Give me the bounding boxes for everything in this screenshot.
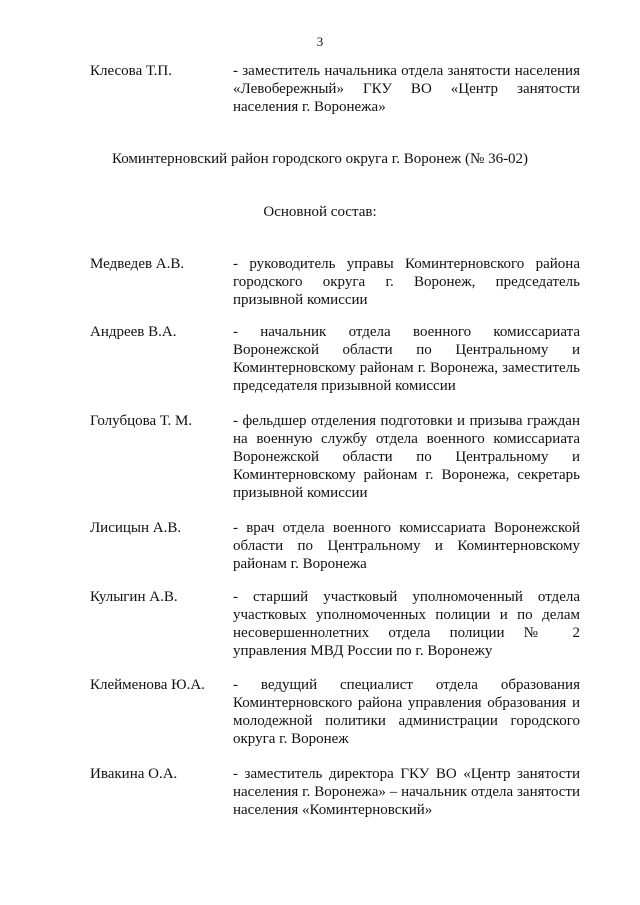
- page-number: 3: [316, 34, 324, 49]
- member-role: - ведущий специалист отдела образования Коминтерновского района управления образования и молодежной политики администрации городского округа г. Воронеж: [233, 677, 580, 747]
- member-role: - начальник отдела военного комиссариата Воронежской области по Центральному и Коминтерновскому районам г. Воронежа, заместитель председателя призывной комиссии: [233, 324, 580, 394]
- member-role: - заместитель начальника отдела занятости населения «Левобережный» ГКУ ВО «Центр занятости населения г. Воронежа»: [233, 63, 580, 115]
- member-name: Кулыгин А.В.: [90, 589, 178, 605]
- section-heading: Основной состав:: [263, 204, 377, 220]
- member-role: - заместитель директора ГКУ ВО «Центр занятости населения г. Воронежа» – начальник отдела занятости населения «Коминтерновский»: [233, 766, 580, 818]
- district-heading: Коминтерновский район городского округа г. Воронеж (№ 36-02): [111, 151, 529, 167]
- member-name: Медведев А.В.: [90, 256, 185, 272]
- member-name: Клейменова Ю.А.: [90, 677, 205, 693]
- member-name: Клесова Т.П.: [90, 63, 172, 79]
- member-role: - руководитель управы Коминтерновского района городского округа г. Воронеж, председатель призывной комиссии: [233, 256, 580, 308]
- member-name: Голубцова Т. М.: [90, 413, 193, 429]
- member-name: Андреев В.А.: [90, 324, 177, 340]
- member-role: - врач отдела военного комиссариата Воронежской области по Центральному и Коминтерновскому районам г. Воронежа: [233, 520, 580, 572]
- member-name: Ивакина О.А.: [90, 766, 178, 782]
- member-role: - старший участковый уполномоченный отдела участковых уполномоченных полиции и по делам несовершеннолетних отдела полиции № 2 управления МВД России по г. Воронежу: [233, 589, 580, 659]
- member-name: Лисицын А.В.: [90, 520, 182, 536]
- member-role: - фельдшер отделения подготовки и призыва граждан на военную службу отдела военного комиссариата Воронежской области по Центральному и Коминтерновскому районам г. Воронежа, секретарь призывной комиссии: [233, 413, 580, 501]
